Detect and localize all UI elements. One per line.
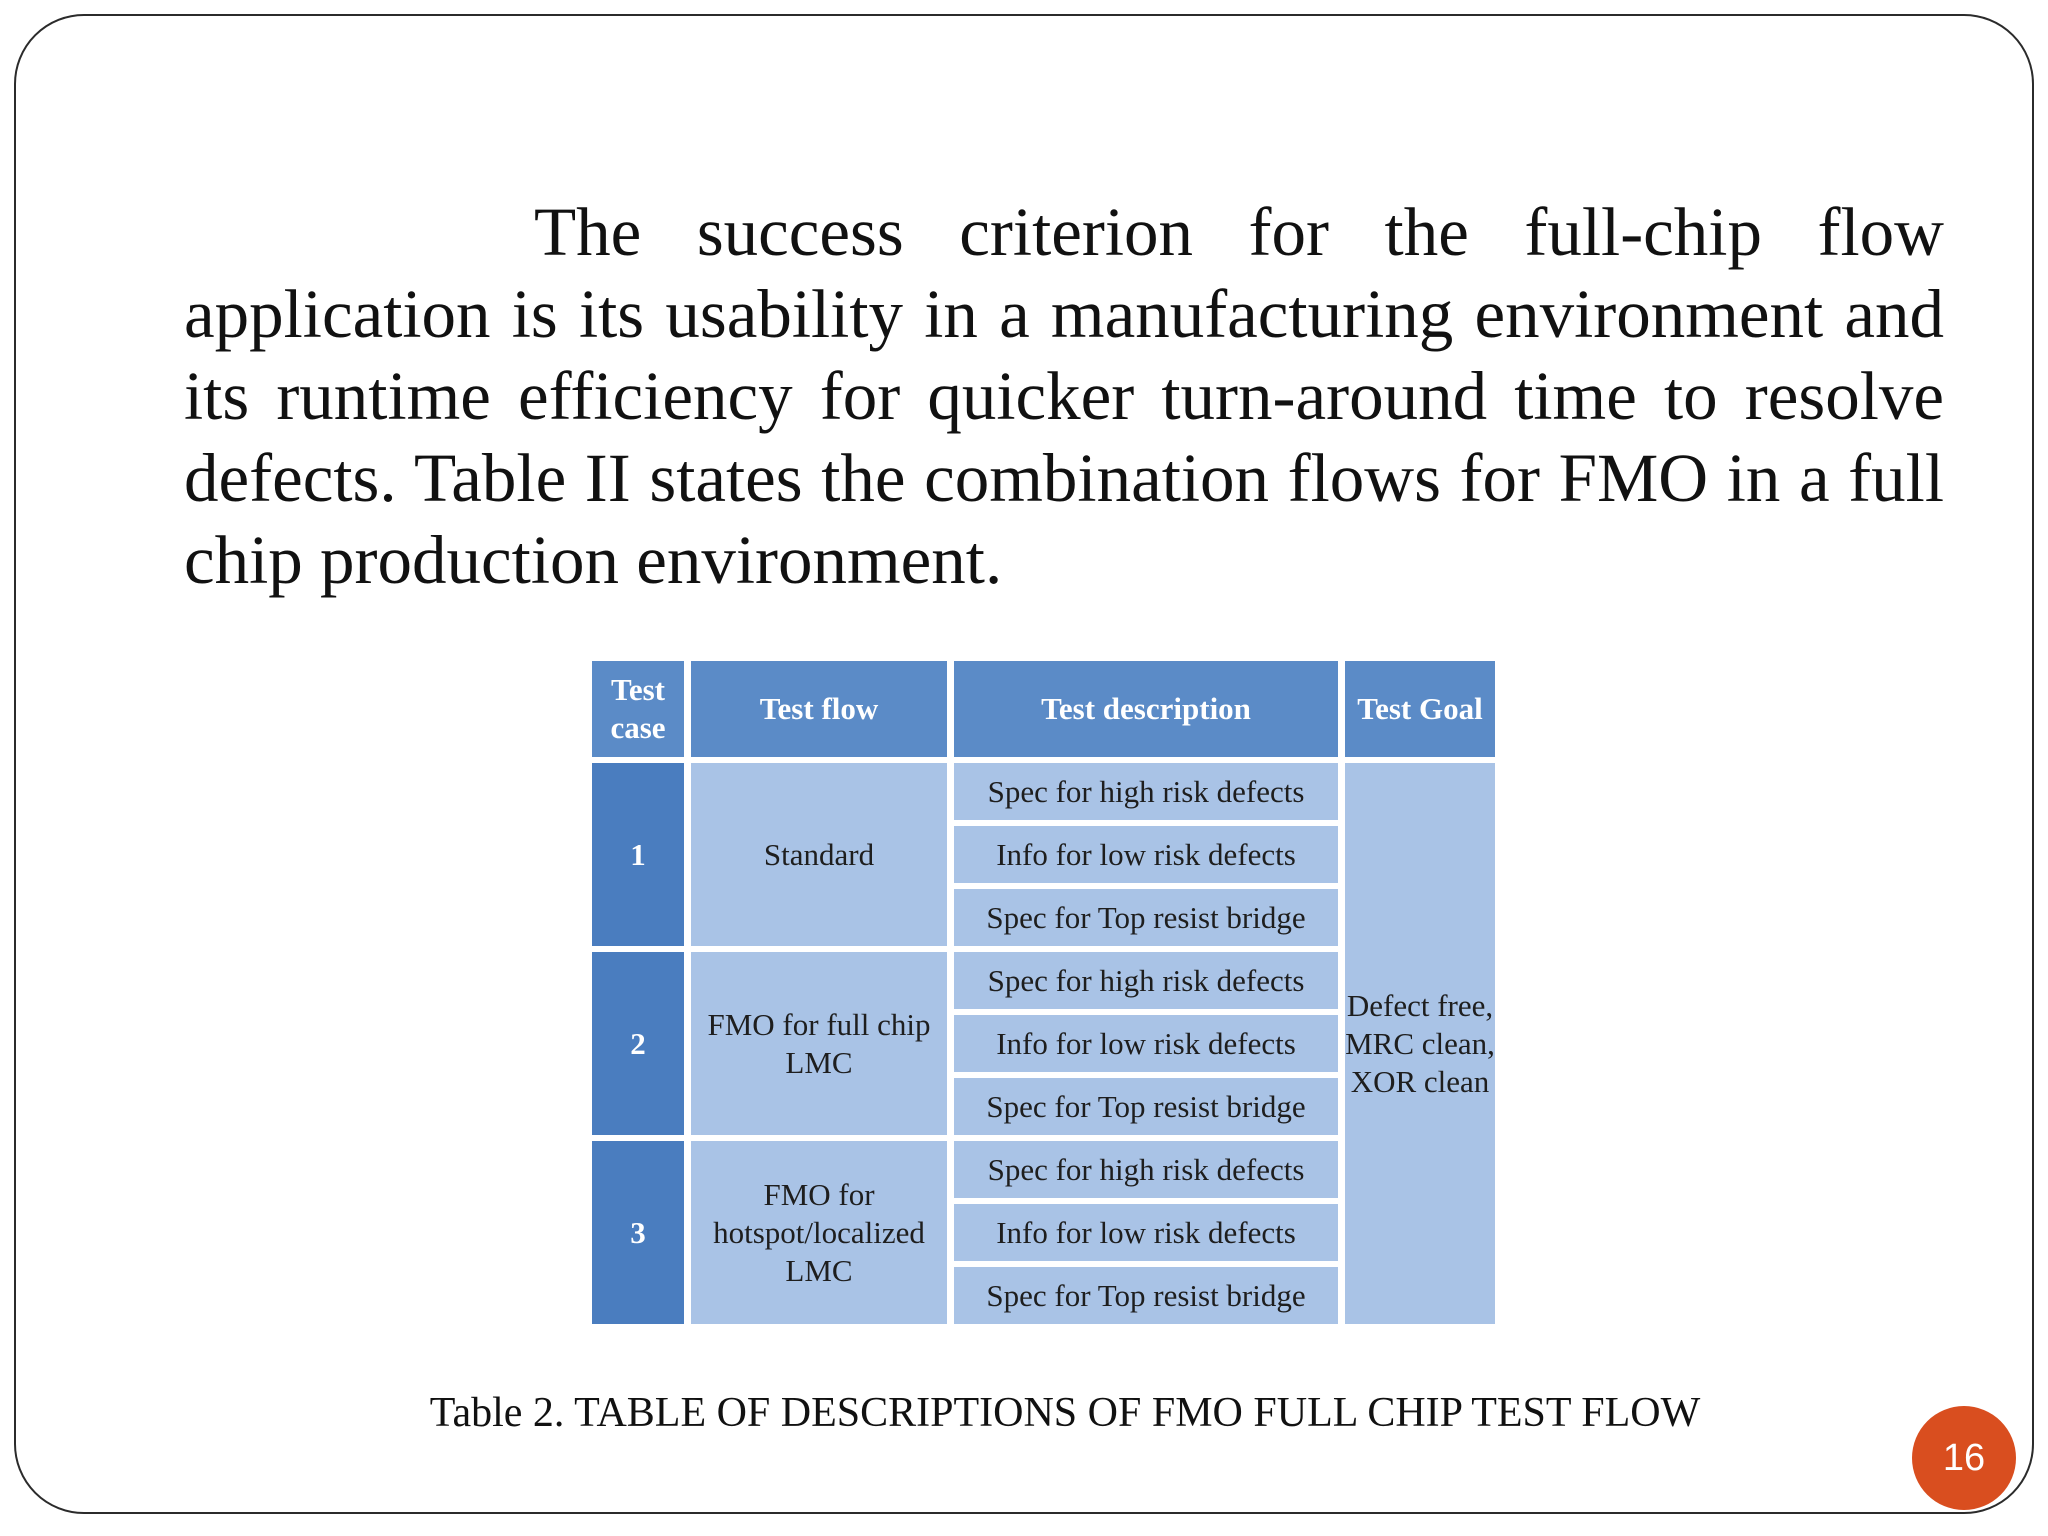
test-goal-cell: Defect free, MRC clean, XOR clean <box>1345 763 1495 1324</box>
page-number-badge: 16 <box>1912 1406 2016 1510</box>
test-description-cell: Spec for high risk defects <box>954 1141 1338 1198</box>
test-description-cell: Spec for high risk defects <box>954 763 1338 820</box>
header-test-goal: Test Goal <box>1345 661 1495 757</box>
test-case-cell: 2 <box>592 952 684 1135</box>
test-case-cell: 3 <box>592 1141 684 1324</box>
test-description-cell: Info for low risk defects <box>954 1204 1338 1261</box>
header-test-flow: Test flow <box>691 661 947 757</box>
test-flow-cell: FMO for hotspot/localized LMC <box>691 1141 947 1324</box>
test-flow-cell: Standard <box>691 763 947 946</box>
test-description-cell: Info for low risk defects <box>954 1015 1338 1072</box>
header-test-case: Test case <box>592 661 684 757</box>
test-description-cell: Spec for Top resist bridge <box>954 1267 1338 1324</box>
test-flow-cell: FMO for full chip LMC <box>691 952 947 1135</box>
test-description-cell: Info for low risk defects <box>954 826 1338 883</box>
header-test-description: Test description <box>954 661 1338 757</box>
test-flow-table <box>585 655 1502 1330</box>
test-description-cell: Spec for Top resist bridge <box>954 889 1338 946</box>
test-description-cell: Spec for Top resist bridge <box>954 1078 1338 1135</box>
test-case-cell: 1 <box>592 763 684 946</box>
table-caption: Table 2. TABLE OF DESCRIPTIONS OF FMO FULL CHIP TEST FLOW <box>429 1390 1701 1436</box>
table-header-row <box>592 661 1495 757</box>
test-flow-table-figure <box>585 655 1495 1330</box>
table-row <box>592 763 1495 820</box>
body-paragraph: The success criterion for the full-chip flow application is its usability in a manufacturing environment and its runtime efficiency for quicker turn-around time to resolve defects. Table II states the combination flows for FMO in a full chip production environment. <box>184 194 1944 598</box>
test-description-cell: Spec for high risk defects <box>954 952 1338 1009</box>
